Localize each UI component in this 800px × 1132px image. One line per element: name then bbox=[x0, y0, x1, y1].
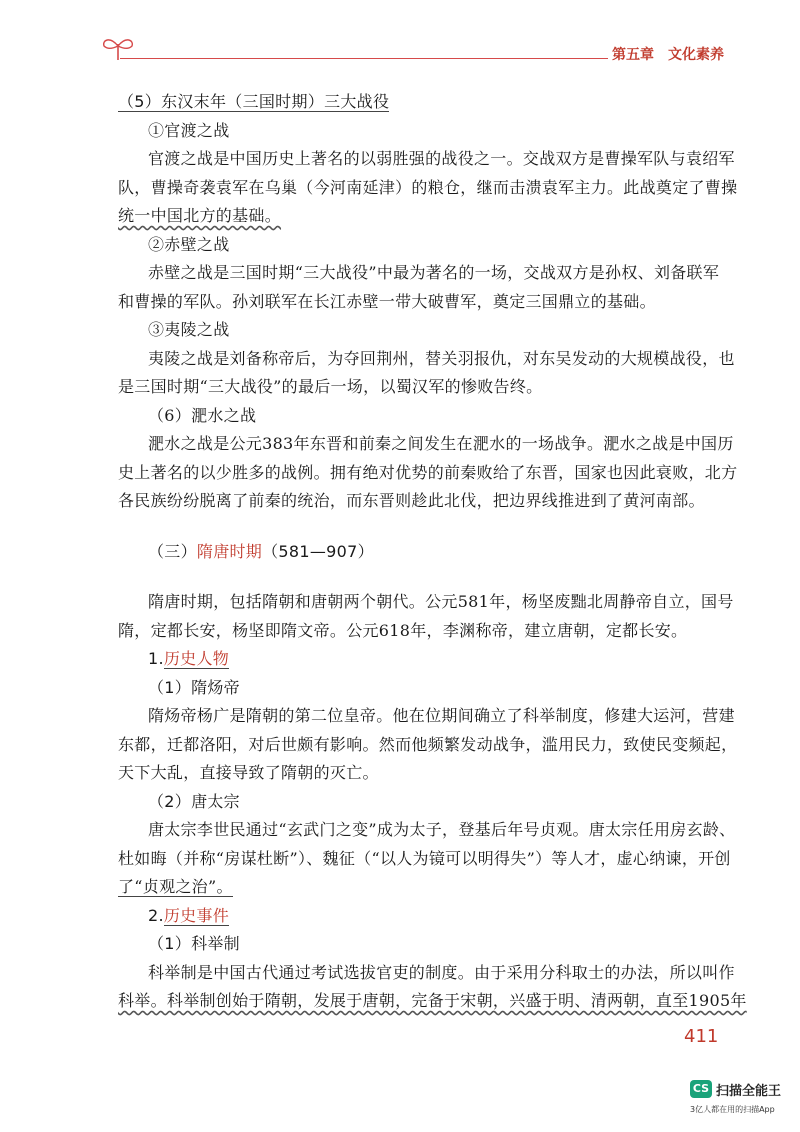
page-body bbox=[118, 88, 747, 1016]
paragraph: 隋唐时期，包括隋朝和唐朝两个朝代。公元581年，杨坚废黜北周静帝自立，国号 bbox=[148, 592, 734, 611]
camscanner-logo-icon: CS bbox=[690, 1080, 712, 1098]
paragraph: 和曹操的军队。孙刘联军在长江赤壁一带大破曹军，奠定三国鼎立的基础。 bbox=[118, 291, 656, 311]
paragraph: 队，曹操奇袭袁军在乌巢（今河南延津）的粮仓，继而击溃袁军主力。此战奠定了曹操 bbox=[118, 177, 738, 197]
watermark-name: 扫描全能王 bbox=[716, 1084, 782, 1099]
watermark-tagline: 3亿人都在用的扫描App bbox=[690, 1105, 775, 1114]
chapter-title: 第五章 文化素养 bbox=[608, 44, 728, 64]
figure-yangdi-title: （1）隋炀帝 bbox=[148, 677, 240, 697]
section-title-sui-tang: （三）隋唐时期（581—907） bbox=[148, 541, 374, 561]
battle-guandu-title: ①官渡之战 bbox=[148, 120, 230, 140]
paragraph: 了“贞观之治”。 bbox=[118, 877, 233, 896]
battle-chibi-title: ②赤壁之战 bbox=[148, 234, 230, 254]
paragraph: 官渡之战是中国历史上著名的以弱胜强的战役之一。交战双方是曹操军队与袁绍军 bbox=[148, 149, 735, 168]
paragraph: 隋炀帝杨广是隋朝的第二位皇帝。他在位期间确立了科举制度，修建大运河，营建 bbox=[148, 706, 735, 725]
subsection-title-events: 2.历史事件 bbox=[148, 905, 230, 925]
paragraph: 淝水之战是公元383年东晋和前秦之间发生在淝水的一场战争。淝水之战是中国历 bbox=[148, 434, 734, 453]
paragraph: 东都，迁都洛阳，对后世颇有影响。然而他频繁发动战争，滥用民力，致使民变频起， bbox=[118, 734, 738, 754]
paragraph: 是三国时期“三大战役”的最后一场，以蜀汉军的惨败告终。 bbox=[118, 377, 543, 396]
paragraph: 各民族纷纷脱离了前秦的统治，而东晋则趁此北伐，把边界线推进到了黄河南部。 bbox=[118, 491, 705, 510]
figure-taizong-title: （2）唐太宗 bbox=[148, 791, 240, 811]
event-keju-title: （1）科举制 bbox=[148, 934, 240, 953]
paragraph: 赤壁之战是三国时期“三大战役”中最为著名的一场，交战双方是孙权、刘备联军 bbox=[148, 263, 720, 282]
paragraph: 统一中国北方的基础。 bbox=[118, 206, 282, 225]
paragraph: 天下大乱，直接导致了隋朝的灭亡。 bbox=[118, 763, 379, 782]
paragraph: 科举。科举制创始于隋朝，发展于唐朝，完备于宋朝，兴盛于明、清两朝，直至1905年 bbox=[118, 991, 747, 1010]
paragraph: 科举制是中国古代通过考试选拔官吏的制度。由于采用分科取士的办法，所以叫作 bbox=[148, 962, 735, 982]
section-title-three-kingdoms: （5）东汉末年（三国时期）三大战役 bbox=[118, 92, 390, 111]
paragraph: 史上著名的以少胜多的战例。拥有绝对优势的前秦败给了东晋，国家也因此衰败，北方 bbox=[118, 462, 738, 482]
paragraph: 隋，定都长安，杨坚即隋文帝。公元618年，李渊称帝，建立唐朝，定都长安。 bbox=[118, 620, 688, 640]
battle-feishui-title: （6）淝水之战 bbox=[148, 405, 257, 425]
paragraph: 夷陵之战是刘备称帝后，为夺回荆州，替关羽报仇，对东吴发动的大规模战役，也 bbox=[148, 348, 735, 368]
page-number: 411 bbox=[684, 1026, 719, 1047]
paragraph: 唐太宗李世民通过“玄武门之变”成为太子，登基后年号贞观。唐太宗任用房玄龄、 bbox=[148, 820, 736, 839]
subsection-title-figures: 1.历史人物 bbox=[148, 649, 230, 668]
paragraph: 杜如晦（并称“房谋杜断”）、魏征（“以人为镜可以明得失”）等人才，虚心纳谏，开创 bbox=[118, 848, 731, 868]
battle-yiling-title: ③夷陵之战 bbox=[148, 320, 230, 339]
